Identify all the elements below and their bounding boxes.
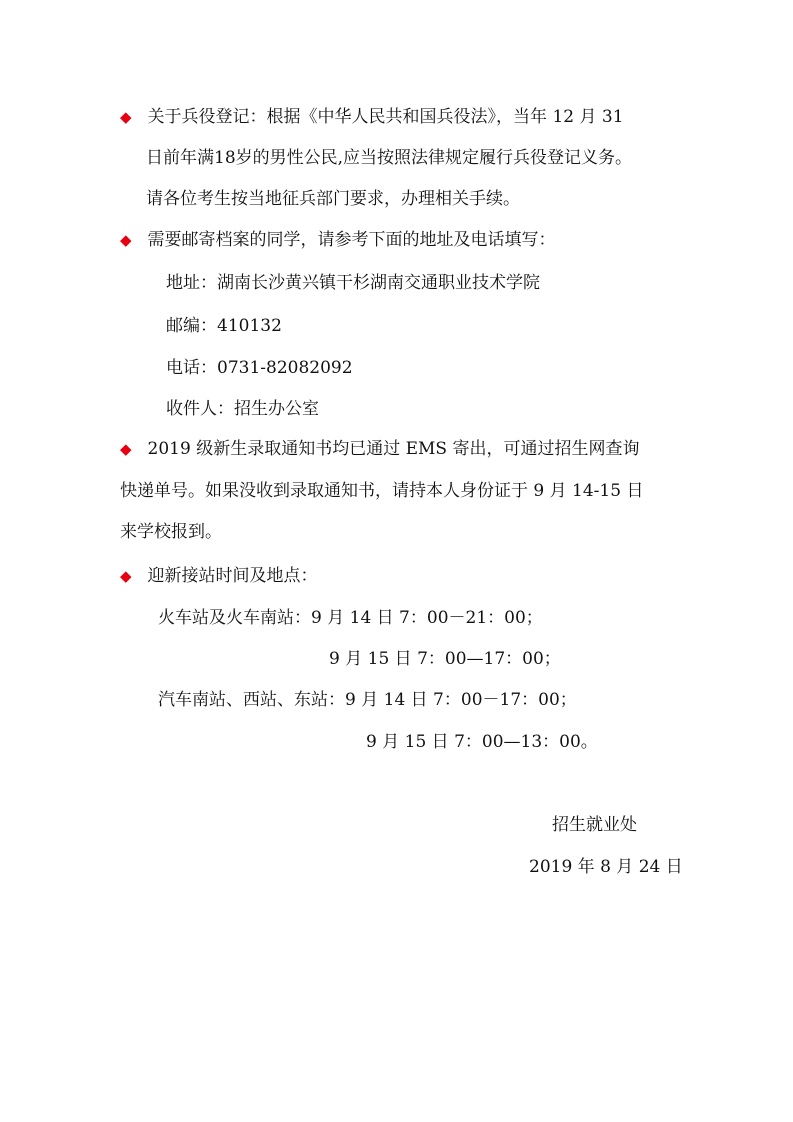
admission-notice-line-2 bbox=[120, 480, 643, 502]
diamond-bullet-icon: ◆ bbox=[120, 108, 132, 126]
pickup-bus-day-1 bbox=[158, 689, 577, 711]
admission-notice-line-1 bbox=[120, 438, 639, 460]
archive-postcode-text: 邮编：410132 bbox=[166, 316, 282, 336]
military-registration-line-3 bbox=[146, 188, 520, 210]
admission-notice-line-3 bbox=[120, 521, 222, 543]
military-registration-text-1: 关于兵役登记：根据《中华人民共和国兵役法》，当年 12 月 31 bbox=[147, 107, 624, 127]
diamond-bullet-icon: ◆ bbox=[120, 440, 132, 458]
military-registration-line-2 bbox=[146, 147, 632, 169]
pickup-train-day-2-text: 9 月 15 日 7：00—17：00； bbox=[329, 649, 561, 669]
diamond-bullet-icon: ◆ bbox=[120, 231, 132, 249]
archive-recipient bbox=[166, 398, 319, 420]
pickup-bus-day-1-text: 汽车南站、西站、东站：9 月 14 日 7：00－17：00； bbox=[158, 690, 577, 710]
archive-address bbox=[166, 272, 540, 294]
pickup-train-day-2 bbox=[329, 648, 561, 670]
signature-date bbox=[529, 856, 683, 878]
signature-department bbox=[552, 814, 637, 836]
pickup-bus-day-2-text: 9 月 15 日 7：00—13：00。 bbox=[366, 732, 598, 752]
archive-mailing-intro-text: 需要邮寄档案的同学，请参考下面的地址及电话填写： bbox=[147, 230, 556, 250]
pickup-intro bbox=[120, 565, 318, 587]
admission-notice-text-3: 来学校报到。 bbox=[120, 522, 222, 542]
pickup-train-day-1 bbox=[158, 607, 543, 629]
pickup-intro-text: 迎新接站时间及地点： bbox=[147, 566, 318, 586]
archive-postcode bbox=[166, 315, 282, 337]
archive-recipient-text: 收件人：招生办公室 bbox=[166, 399, 319, 419]
diamond-bullet-icon: ◆ bbox=[120, 567, 132, 585]
signature-department-text: 招生就业处 bbox=[552, 815, 637, 835]
military-registration-text-2: 日前年满18岁的男性公民,应当按照法律规定履行兵役登记义务。 bbox=[146, 148, 633, 168]
archive-phone-text: 电话：0731-82082092 bbox=[166, 358, 353, 378]
military-registration-text-3: 请各位考生按当地征兵部门要求，办理相关手续。 bbox=[146, 189, 520, 209]
admission-notice-text-1: 2019 级新生录取通知书均已通过 EMS 寄出，可通过招生网查询 bbox=[147, 439, 640, 459]
archive-address-text: 地址：湖南长沙黄兴镇干杉湖南交通职业技术学院 bbox=[166, 273, 540, 293]
signature-date-text: 2019 年 8 月 24 日 bbox=[529, 857, 683, 877]
admission-notice-text-2: 快递单号。如果没收到录取通知书，请持本人身份证于 9 月 14-15 日 bbox=[120, 481, 644, 501]
military-registration-line-1 bbox=[120, 106, 624, 128]
archive-mailing-intro bbox=[120, 229, 556, 251]
pickup-bus-day-2 bbox=[366, 731, 598, 753]
archive-phone bbox=[166, 357, 353, 379]
pickup-train-day-1-text: 火车站及火车南站：9 月 14 日 7：00－21：00； bbox=[158, 608, 543, 628]
